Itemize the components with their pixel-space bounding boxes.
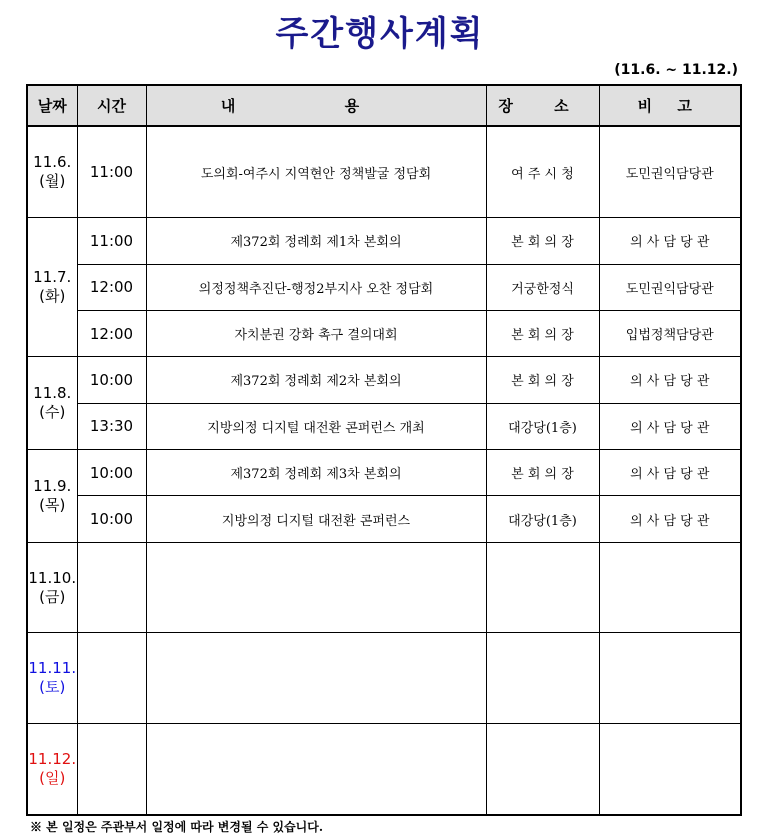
header-content: 내 용 xyxy=(146,85,486,126)
note-cell: 의 사 담 당 관 xyxy=(599,357,741,403)
note-cell: 의 사 담 당 관 xyxy=(599,450,741,496)
table-row xyxy=(27,126,741,218)
content-cell: 지방의정 디지털 대전환 콘퍼런스 xyxy=(146,496,486,542)
date-cell xyxy=(27,723,77,815)
table-row xyxy=(27,310,741,356)
table-row xyxy=(27,723,741,815)
header-note: 비 고 xyxy=(599,85,741,126)
time-cell: 12:00 xyxy=(77,310,146,356)
content-cell xyxy=(146,723,486,815)
table-header-row xyxy=(27,85,741,126)
place-cell: 대강당(1층) xyxy=(486,496,599,542)
content-cell xyxy=(146,542,486,632)
place-cell: 본 회 의 장 xyxy=(486,218,599,264)
date-label: 11.7. xyxy=(33,268,72,287)
place-cell: 여 주 시 청 xyxy=(486,126,599,218)
date-cell xyxy=(27,542,77,632)
note-cell: 의 사 담 당 관 xyxy=(599,218,741,264)
date-label: 11.12. xyxy=(28,749,77,768)
date-label: 11.11. xyxy=(28,659,77,678)
header-time: 시간 xyxy=(77,85,146,126)
table-row xyxy=(27,450,741,496)
place-cell: 대강당(1층) xyxy=(486,403,599,449)
date-cell xyxy=(27,633,77,723)
weekday-label: (일) xyxy=(39,768,66,787)
date-label: 11.10. xyxy=(28,568,77,587)
note-cell xyxy=(599,723,741,815)
weekday-label: (토) xyxy=(39,678,66,697)
header-date: 날짜 xyxy=(27,85,77,126)
note-cell: 의 사 담 당 관 xyxy=(599,403,741,449)
weekday-label: (월) xyxy=(39,172,66,191)
table-row xyxy=(27,403,741,449)
place-cell xyxy=(486,542,599,632)
note-cell: 의 사 담 당 관 xyxy=(599,496,741,542)
time-cell xyxy=(77,542,146,632)
date-label: 11.6. xyxy=(33,153,72,172)
footnote: ※ 본 일정은 주관부서 일정에 따라 변경될 수 있습니다. xyxy=(30,820,324,834)
content-cell: 제372회 정례회 제1차 본회의 xyxy=(146,218,486,264)
weekday-label: (수) xyxy=(39,403,66,422)
schedule-table xyxy=(26,84,742,816)
note-cell xyxy=(599,633,741,723)
time-cell xyxy=(77,633,146,723)
date-cell xyxy=(27,450,77,543)
content-cell: 제372회 정례회 제2차 본회의 xyxy=(146,357,486,403)
place-cell xyxy=(486,723,599,815)
time-cell: 10:00 xyxy=(77,496,146,542)
page-title: 주간행사계획 xyxy=(275,14,485,54)
time-cell: 10:00 xyxy=(77,357,146,403)
place-cell: 본 회 의 장 xyxy=(486,450,599,496)
date-label: 11.8. xyxy=(33,384,72,403)
note-cell xyxy=(599,542,741,632)
time-cell: 10:00 xyxy=(77,450,146,496)
table-row xyxy=(27,357,741,403)
content-cell xyxy=(146,633,486,723)
schedule-period: (11.6. ~ 11.12.) xyxy=(614,62,738,78)
place-cell: 거궁한정식 xyxy=(486,264,599,310)
content-cell: 지방의정 디지털 대전환 콘퍼런스 개최 xyxy=(146,403,486,449)
content-cell: 의정정책추진단-행정2부지사 오찬 정담회 xyxy=(146,264,486,310)
note-cell: 입법정책담당관 xyxy=(599,310,741,356)
weekday-label: (화) xyxy=(39,287,66,306)
table-row xyxy=(27,633,741,723)
table-row xyxy=(27,264,741,310)
place-cell: 본 회 의 장 xyxy=(486,357,599,403)
date-cell xyxy=(27,357,77,450)
content-cell: 도의회-여주시 지역현안 정책발굴 정담회 xyxy=(146,126,486,218)
place-cell xyxy=(486,633,599,723)
time-cell: 12:00 xyxy=(77,264,146,310)
weekday-label: (목) xyxy=(39,495,66,514)
time-cell: 11:00 xyxy=(77,218,146,264)
time-cell: 11:00 xyxy=(77,126,146,218)
date-label: 11.9. xyxy=(33,476,72,495)
table-row xyxy=(27,496,741,542)
note-cell: 도민권익담당관 xyxy=(599,126,741,218)
time-cell xyxy=(77,723,146,815)
table-row xyxy=(27,218,741,264)
weekday-label: (금) xyxy=(39,587,66,606)
note-cell: 도민권익담당관 xyxy=(599,264,741,310)
table-row xyxy=(27,542,741,632)
header-place: 장 소 xyxy=(486,85,599,126)
content-cell: 자치분권 강화 촉구 결의대회 xyxy=(146,310,486,356)
date-cell xyxy=(27,126,77,218)
time-cell: 13:30 xyxy=(77,403,146,449)
place-cell: 본 회 의 장 xyxy=(486,310,599,356)
date-cell xyxy=(27,218,77,357)
content-cell: 제372회 정례회 제3차 본회의 xyxy=(146,450,486,496)
